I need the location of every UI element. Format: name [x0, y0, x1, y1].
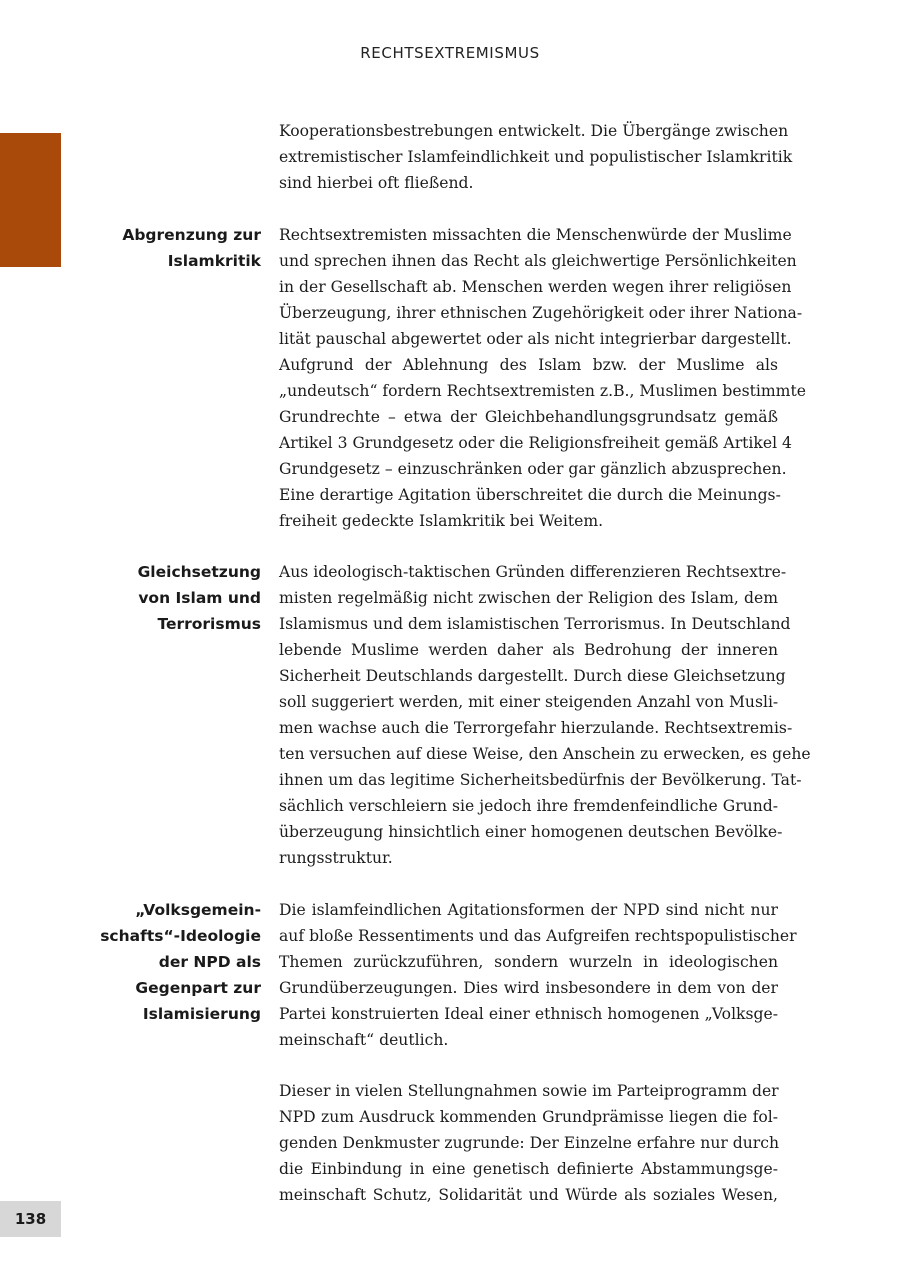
margin-heading-line: Islamisierung [142, 1005, 261, 1023]
paragraph-volksgemeinschaft [279, 897, 797, 1053]
text-line: „undeutsch“ fordern Rechtsextremisten z.B., Muslimen bestimmte [279, 382, 806, 400]
text-line: Islamismus und dem islamistischen Terrorismus. In Deutschland [279, 615, 791, 633]
text-line: Grundrechte – etwa der Gleichbehandlungsgrundsatz gemäß [279, 408, 778, 426]
paragraph-intro-continuation [279, 118, 793, 196]
text-line: misten regelmäßig nicht zwischen der Religion des Islam, dem [279, 589, 778, 607]
text-line: lebende Muslime werden daher als Bedrohung der inneren [279, 641, 778, 659]
paragraph-gleichsetzung [279, 559, 811, 871]
text-line: Sicherheit Deutschlands dargestellt. Durch diese Gleichsetzung [279, 667, 786, 685]
margin-heading-line: Gegenpart zur [135, 979, 261, 997]
text-line: Eine derartige Agitation überschreitet die durch die Meinungs- [279, 486, 781, 504]
text-line: Grundüberzeugungen. Dies wird insbesondere in dem von der [279, 979, 778, 997]
text-line: men wachse auch die Terrorgefahr hierzulande. Rechtsextremis- [279, 719, 793, 737]
margin-heading-abgrenzung [95, 222, 261, 274]
margin-heading-line: Gleichsetzung [137, 563, 261, 581]
text-line: Partei konstruierten Ideal einer ethnisch homogenen „Volksge- [279, 1005, 778, 1023]
margin-heading-line: „Volksgemein- [135, 901, 261, 919]
margin-heading-line: Terrorismus [157, 615, 261, 633]
text-line: Überzeugung, ihrer ethnischen Zugehörigkeit oder ihrer Nationa- [279, 304, 803, 322]
text-line: sind hierbei oft fließend. [279, 174, 474, 192]
text-line: extremistischer Islamfeindlichkeit und populistischer Islamkritik [279, 148, 793, 166]
margin-heading-gleichsetzung [95, 559, 261, 637]
text-line: soll suggeriert werden, mit einer steigenden Anzahl von Musli- [279, 693, 779, 711]
margin-heading-line: Islamkritik [167, 252, 261, 270]
margin-heading-line: der NPD als [158, 953, 261, 971]
text-line: ten versuchen auf diese Weise, den Anschein zu erwecken, es gehe [279, 745, 811, 763]
margin-heading-line: von Islam und [138, 589, 261, 607]
text-line: in der Gesellschaft ab. Menschen werden wegen ihrer religiösen [279, 278, 792, 296]
text-line: auf bloße Ressentiments und das Aufgreifen rechtspopulistischer [279, 927, 797, 945]
paragraph-abgrenzung [279, 222, 806, 534]
text-line: Die islamfeindlichen Agitationsformen der NPD sind nicht nur [279, 901, 778, 919]
paragraph-grundpraemisse [279, 1078, 778, 1208]
text-line: sächlich verschleiern sie jedoch ihre fremdenfeindliche Grund- [279, 797, 778, 815]
text-line: Rechtsextremisten missachten die Menschenwürde der Muslime [279, 226, 792, 244]
page-number: 138 [0, 1201, 61, 1237]
text-line: und sprechen ihnen das Recht als gleichwertige Persönlichkeiten [279, 252, 797, 270]
text-line: Themen zurückzuführen, sondern wurzeln in ideologischen [279, 953, 778, 971]
text-line: Artikel 3 Grundgesetz oder die Religionsfreiheit gemäß Artikel 4 [279, 434, 792, 452]
chapter-color-tab [0, 133, 61, 267]
text-line: freiheit gedeckte Islamkritik bei Weitem. [279, 512, 604, 530]
text-line: Grundgesetz – einzuschränken oder gar gänzlich abzusprechen. [279, 460, 787, 478]
text-line: rungsstruktur. [279, 849, 393, 867]
text-line: Kooperationsbestrebungen entwickelt. Die Übergänge zwischen [279, 122, 789, 140]
text-line: Dieser in vielen Stellungnahmen sowie im Parteiprogramm der [279, 1082, 779, 1100]
margin-heading-line: schafts“-Ideologie [100, 927, 261, 945]
text-line: ihnen um das legitime Sicherheitsbedürfnis der Bevölkerung. Tat- [279, 771, 802, 789]
text-line: NPD zum Ausdruck kommenden Grundprämisse liegen die fol- [279, 1108, 778, 1126]
text-line: die Einbindung in eine genetisch definierte Abstammungsge- [279, 1160, 778, 1178]
margin-heading-line: Abgrenzung zur [122, 226, 261, 244]
running-header: RECHTSEXTREMISMUS [360, 44, 540, 62]
text-line: Aufgrund der Ablehnung des Islam bzw. der Muslime als [279, 356, 778, 374]
text-line: lität pauschal abgewertet oder als nicht integrierbar dargestellt. [279, 330, 792, 348]
text-line: genden Denkmuster zugrunde: Der Einzelne erfahre nur durch [279, 1134, 780, 1152]
margin-heading-volksgemeinschaft [95, 897, 261, 1027]
text-line: Aus ideologisch-taktischen Gründen differenzieren Rechtsextre- [279, 563, 787, 581]
text-line: meinschaft“ deutlich. [279, 1031, 449, 1049]
text-line: meinschaft Schutz, Solidarität und Würde als soziales Wesen, [279, 1186, 778, 1204]
text-line: überzeugung hinsichtlich einer homogenen deutschen Bevölke- [279, 823, 783, 841]
